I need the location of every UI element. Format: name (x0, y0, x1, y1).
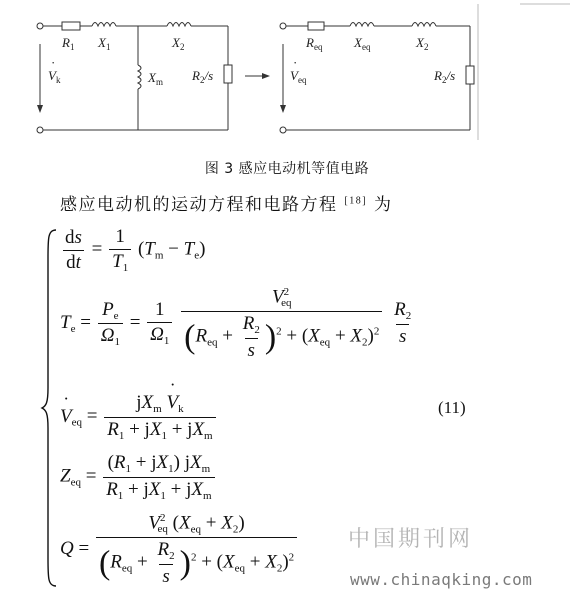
label-veq: $V_{eq}$ (290, 68, 307, 85)
label-r1: $R_1$ (62, 35, 75, 52)
equivalent-circuit-figure (0, 0, 574, 150)
label-vk: $V_k$ (48, 68, 61, 85)
label-r2-over-s-left: $R_2/s$ (192, 68, 214, 85)
watermark-site-name: 中国期刊网 (348, 527, 474, 552)
watermark-url: www.chinaqking.com (350, 570, 533, 589)
intro-sentence (60, 190, 392, 215)
equation-te: $T_e$ = $\frac{P_e}{\Omega_1}$ = $\frac{1}{\Omega_1}$ $V^2_{eq}$ ($R_{eq}$ + $\frac{R_2}{s}$ )$^2 + (X_{eq} + X_2)^2$ $\frac{R_2}{s}$ (60, 286, 412, 361)
intro-tail: 为 (373, 195, 393, 215)
label-xeq: $X_{eq}$ (354, 35, 371, 52)
label-x1: $X_1$ (98, 35, 111, 52)
label-x2-right: $X_2$ (416, 35, 429, 52)
label-x2: $X_2$ (172, 35, 185, 52)
equation-q: Q = $V^2_{eq}$ $(X_{eq} + X_2)$ ($R_{eq}$ + $\frac{R_2}{s}$ )$^2 + (X_{eq} + X_2)^2$ (60, 512, 299, 587)
citation: [18] (344, 195, 368, 207)
equation-veq: ˙ $V_{eq}$ = $\frac{jX_m ˙ V_k}{R_1 + jX_1 + jX_m}$ (60, 392, 218, 442)
intro-text: 感应电动机的运动方程和电路方程 (60, 195, 338, 215)
label-xm: $X_m$ (148, 70, 163, 87)
equation-number: (11) (438, 398, 466, 417)
figure-caption: 图 3 感应电动机等值电路 (204, 161, 370, 177)
equation-ds-dt: $\frac{ds}{dt}$ = $\frac{1}{T_1}$ $(T_m - T_e)$ (65, 226, 206, 274)
equation-brace (40, 228, 60, 588)
dot-vk: · (51, 55, 56, 70)
equation-zeq: $Z_{eq}$ = $\frac{(R_1 + jX_1) jX_m}{R_1 + jX_1 + jX_m}$ (60, 452, 217, 502)
label-r2-over-s-right: $R_2/s$ (434, 68, 456, 85)
label-req: $R_{eq}$ (306, 35, 323, 52)
dot-veq: · (293, 55, 298, 70)
